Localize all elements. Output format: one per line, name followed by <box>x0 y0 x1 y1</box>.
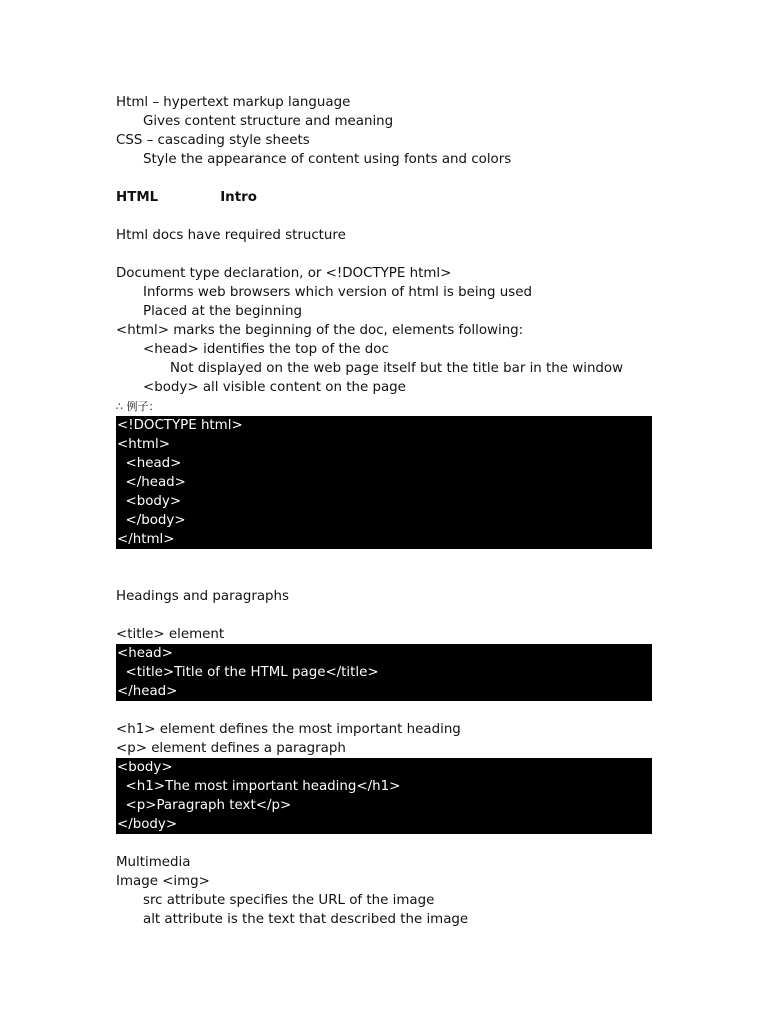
code-block-doctype <box>116 416 652 549</box>
html-tag-line: <html> marks the beginning of the doc, elements following: <box>116 323 524 338</box>
html-definition: Html – hypertext markup language <box>116 95 351 110</box>
spacer <box>116 606 656 625</box>
section-heading <box>116 188 656 207</box>
code-line: <body> <box>117 494 182 509</box>
code-block-body <box>116 758 652 834</box>
css-definition: CSS – cascading style sheets <box>116 133 310 148</box>
code-line: </body> <box>117 513 186 528</box>
title-element-line: <title> element <box>116 627 225 642</box>
headings-paragraphs-title: Headings and paragraphs <box>116 589 289 604</box>
html-definition-detail: Gives content structure and meaning <box>143 114 394 129</box>
code-line: </html> <box>117 532 175 547</box>
src-attribute-line: src attribute specifies the URL of the image <box>143 893 435 908</box>
spacer <box>116 834 656 853</box>
code-line: <head> <box>117 646 173 661</box>
code-line: </body> <box>117 817 178 832</box>
doctype-declaration: Document type declaration, or <!DOCTYPE html> <box>116 266 452 281</box>
code-line: <h1>The most important heading</h1> <box>117 779 401 794</box>
spacer <box>116 701 656 720</box>
spacer <box>116 169 656 188</box>
spacer <box>116 245 656 264</box>
p-definition: <p> element defines a paragraph <box>116 741 346 756</box>
required-structure-line: Html docs have required structure <box>116 228 346 243</box>
code-line: <title>Title of the HTML page</title> <box>117 665 379 680</box>
code-line: <p>Paragraph text</p> <box>117 798 292 813</box>
doctype-detail-2: Placed at the beginning <box>143 304 302 319</box>
code-line: </head> <box>117 475 186 490</box>
code-line: <!DOCTYPE html> <box>117 418 243 433</box>
section-heading-html: HTML <box>116 190 159 205</box>
spacer <box>116 568 656 587</box>
document-page <box>116 93 656 929</box>
doctype-detail-1: Informs web browsers which version of html is being used <box>143 285 532 300</box>
section-heading-intro: Intro <box>220 190 257 205</box>
multimedia-title: Multimedia <box>116 855 191 870</box>
css-definition-detail: Style the appearance of content using fonts and colors <box>143 152 512 167</box>
head-tag-detail: Not displayed on the web page itself but the title bar in the window <box>170 361 624 376</box>
code-line: </head> <box>117 684 178 699</box>
body-tag-line: <body> all visible content on the page <box>143 380 406 395</box>
code-line: <body> <box>117 760 173 775</box>
code-line: <html> <box>117 437 170 452</box>
head-tag-line: <head> identifies the top of the doc <box>143 342 389 357</box>
image-tag-line: Image <img> <box>116 874 210 889</box>
h1-definition: <h1> element defines the most important heading <box>116 722 461 737</box>
example-label: ∴ 例子： <box>116 400 160 413</box>
spacer <box>116 207 656 226</box>
alt-attribute-line: alt attribute is the text that described the image <box>143 912 469 927</box>
code-line: <head> <box>117 456 182 471</box>
code-block-title <box>116 644 652 701</box>
spacer <box>116 549 656 568</box>
